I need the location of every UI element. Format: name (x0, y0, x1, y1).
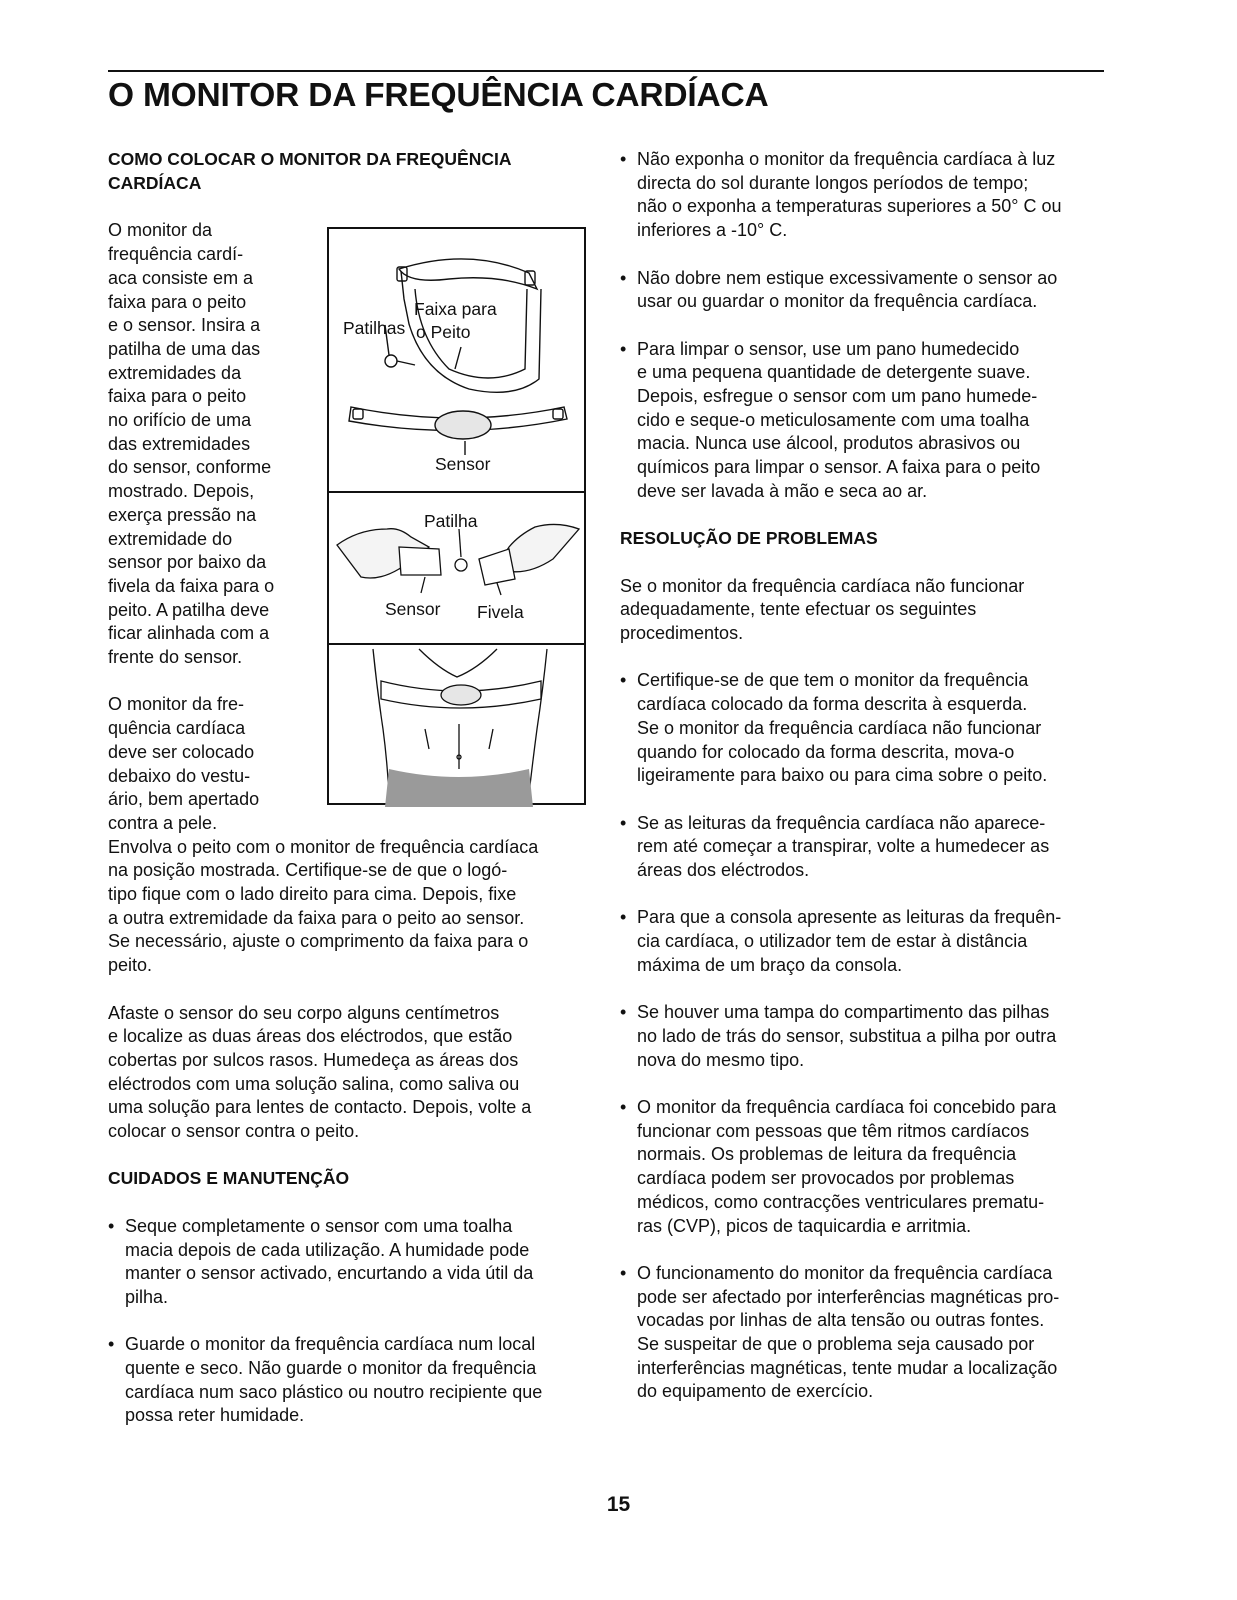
text-line: frequência cardí- (108, 244, 244, 265)
text-line: deve ser lavada à mão e seca ao ar. (637, 480, 928, 501)
page-number: 15 (606, 1493, 631, 1516)
label-patilha: Patilha (424, 511, 478, 531)
text-line: debaixo do vestu- (108, 765, 251, 786)
text-line: máxima de um braço da consola. (637, 954, 903, 975)
bullet-glyph: • (620, 1002, 627, 1023)
text-line: a outra extremidade da faixa para o peito ao sensor. (108, 907, 525, 928)
section-heading-placement: COMO COLOCAR O MONITOR DA FREQUÊNCIA CARDÍACA (108, 149, 512, 193)
text-line: directa do sol durante longos períodos de tempo; (637, 172, 1029, 193)
text-line: vocadas por linhas de alta tensão ou outras fontes. (637, 1310, 1045, 1331)
care-bullet-2 (108, 1333, 588, 1428)
text-line: contra a pele. (108, 812, 218, 833)
text-line: O monitor da frequência cardíaca foi concebido para (637, 1096, 1057, 1117)
text-line: ligeiramente para baixo ou para cima sobre o peito. (637, 765, 1048, 786)
text-line: macia depois de cada utilização. A humidade pode (125, 1239, 530, 1260)
text-line: O funcionamento do monitor da frequência cardíaca (637, 1262, 1053, 1283)
text-line: Certifique-se de que tem o monitor da frequência (637, 670, 1029, 691)
text-line: cardíaca num saco plástico ou noutro recipiente que (125, 1381, 543, 1402)
text-line: faixa para o peito (108, 291, 247, 312)
text-line: faixa para o peito (108, 386, 247, 407)
trouble-bullet-1 (620, 669, 1110, 788)
label-sensor-mid: Sensor (385, 599, 441, 619)
text-line: ras (CVP), picos de taquicardia e arritmia. (637, 1215, 972, 1236)
text-line: extremidades da (108, 362, 242, 383)
bullet-glyph: • (108, 1215, 115, 1236)
text-line: quando for colocado da forma descrita, mova-o (637, 741, 1015, 762)
text-line: Não exponha o monitor da frequência cardíaca à luz (637, 149, 1056, 169)
label-faixa-para-o-peito-1: Faixa para (414, 299, 497, 319)
text-line: adequadamente, tente efectuar os seguintes (620, 599, 977, 620)
text-line: Se necessário, ajuste o comprimento da faixa para o (108, 931, 529, 952)
bullet-glyph: • (620, 812, 627, 833)
torso-drawing (373, 649, 547, 807)
text-line: extremidade do (108, 528, 233, 549)
care-bullet-3 (620, 148, 1110, 243)
label-faixa-para-o-peito-2: o Peito (416, 322, 471, 342)
section-heading-care: CUIDADOS E MANUTENÇÃO (108, 1168, 350, 1189)
text-line: Guarde o monitor da frequência cardíaca num local (125, 1334, 536, 1355)
text-line: Depois, esfregue o sensor com um pano humede- (637, 386, 1038, 406)
text-line: Afaste o sensor do seu corpo alguns centímetros (108, 1002, 500, 1023)
text-line: pode ser afectado por interferências magnéticas pro- (637, 1286, 1060, 1307)
right-column (620, 148, 1110, 1404)
sensor-drawing (349, 407, 567, 455)
text-line: no orifício de uma (108, 410, 252, 431)
text-line: não o exponha a temperaturas superiores a 50° C ou (637, 196, 1062, 217)
bullet-glyph: • (108, 1334, 115, 1355)
text-line: áreas dos eléctrodos. (637, 860, 810, 880)
text-line: inferiores a -10° C. (637, 220, 788, 241)
text-line: procedimentos. (620, 623, 744, 643)
text-line: peito. A patilha deve (108, 599, 270, 620)
text-line: no lado de trás do sensor, substitua a pilha por outra (637, 1025, 1057, 1046)
text-line: patilha de uma das (108, 338, 261, 359)
text-line: usar ou guardar o monitor da frequência cardíaca. (637, 291, 1038, 312)
text-line: cobertas por sulcos rasos. Humedeça as áreas dos (108, 1049, 519, 1070)
text-line: fivela da faixa para o (108, 575, 275, 596)
text-line: mostrado. Depois, (108, 481, 255, 502)
text-line: exerça pressão na (108, 504, 257, 525)
label-fivela: Fivela (477, 602, 524, 622)
text-line: e uma pequena quantidade de detergente suave. (637, 362, 1031, 383)
text-line: possa reter humidade. (125, 1405, 305, 1426)
trouble-bullet-2 (620, 812, 1110, 883)
text-line: e o sensor. Insira a (108, 315, 261, 336)
text-line: Se as leituras da frequência cardíaca não aparece- (637, 812, 1046, 833)
text-line: Se suspeitar de que o problema seja causado por (637, 1334, 1035, 1354)
hands-attaching-strap-drawing (337, 524, 579, 595)
text-line: do equipamento de exercício. (637, 1381, 874, 1402)
trouble-bullet-5 (620, 1096, 1110, 1238)
care-bullet-5 (620, 338, 1110, 504)
text-line: O monitor da fre- (108, 694, 245, 715)
text-line: Envolva o peito com o monitor de frequência cardíaca (108, 836, 539, 857)
text-line: colocar o sensor contra o peito. (108, 1121, 360, 1142)
label-sensor-top: Sensor (435, 454, 491, 474)
text-line: na posição mostrada. Certifique-se de que o logó- (108, 860, 508, 881)
text-line: médicos, como contracções ventriculares prematu- (637, 1191, 1045, 1212)
text-line: das extremidades (108, 433, 251, 454)
text-line: químicos para limpar o sensor. A faixa para o peito (637, 457, 1041, 478)
bullet-glyph: • (620, 1262, 627, 1283)
text-line: manter o sensor activado, encurtando a vida útil da (125, 1263, 534, 1284)
text-line: deve ser colocado (108, 741, 255, 762)
trouble-bullet-3 (620, 906, 1110, 977)
bullet-glyph: • (620, 1096, 627, 1117)
text-line: Seque completamente o sensor com uma toalha (125, 1215, 513, 1236)
placement-paragraph-4 (108, 1002, 588, 1144)
text-line: O monitor da (108, 220, 213, 241)
heart-rate-monitor-figure (327, 227, 586, 805)
text-line: tipo fique com o lado direito para cima. Depois, fixe (108, 884, 517, 905)
text-line: normais. Os problemas de leitura da frequência (637, 1144, 1017, 1165)
text-line: peito. (108, 955, 153, 976)
text-line: quente e seco. Não guarde o monitor da frequência (125, 1358, 537, 1379)
section-heading-troubleshooting: RESOLUÇÃO DE PROBLEMAS (620, 528, 878, 549)
bullet-glyph: • (620, 907, 627, 928)
text-line: sensor por baixo da (108, 552, 267, 573)
text-line: funcionar com pessoas que têm ritmos cardíacos (637, 1120, 1030, 1141)
trouble-bullet-4 (620, 1001, 1110, 1072)
bullet-glyph: • (620, 267, 627, 288)
text-line: uma solução para lentes de contacto. Depois, volte a (108, 1097, 532, 1118)
trouble-bullet-6 (620, 1262, 1110, 1404)
page-title: O MONITOR DA FREQUÊNCIA CARDÍACA (108, 77, 769, 114)
placement-paragraph-3 (108, 836, 588, 978)
care-bullet-1 (108, 1215, 588, 1310)
text-line: cardíaca colocado da forma descrita à esquerda. (637, 694, 1028, 715)
bullet-glyph: • (620, 149, 627, 169)
text-line: quência cardíaca (108, 718, 246, 739)
text-line: Para que a consola apresente as leituras da frequên- (637, 907, 1062, 928)
text-line: Para limpar o sensor, use um pano humedecido (637, 338, 1020, 359)
troubleshooting-intro (620, 575, 1110, 646)
text-line: interferências magnéticas, tente mudar a localização (637, 1357, 1058, 1378)
text-line: rem até começar a transpirar, volte a humedecer as (637, 836, 1050, 857)
bullet-glyph: • (620, 338, 627, 359)
care-bullet-4 (620, 267, 1110, 314)
bullet-glyph: • (620, 670, 627, 691)
text-line: ário, bem apertado (108, 789, 260, 810)
text-line: aca consiste em a (108, 267, 254, 288)
text-line: frente do sensor. (108, 647, 243, 668)
text-line: cardíaca podem ser provocados por problemas (637, 1168, 1015, 1189)
title-rule (108, 70, 1104, 72)
text-line: do sensor, conforme (108, 457, 272, 478)
text-line: nova do mesmo tipo. (637, 1049, 805, 1070)
text-line: Se o monitor da frequência cardíaca não funcionar (637, 717, 1042, 738)
text-line: Se o monitor da frequência cardíaca não funcionar (620, 575, 1025, 596)
text-line: ficar alinhada com a (108, 623, 270, 644)
text-line: macia. Nunca use álcool, produtos abrasivos ou (637, 433, 1021, 454)
text-line: cido e seque-o meticulosamente com uma toalha (637, 409, 1030, 430)
text-line: Se houver uma tampa do compartimento das pilhas (637, 1002, 1050, 1023)
text-line: e localize as duas áreas dos eléctrodos, que estão (108, 1026, 513, 1047)
label-patilhas: Patilhas (343, 318, 406, 338)
text-line: eléctrodos com uma solução salina, como saliva ou (108, 1073, 520, 1094)
text-line: pilha. (125, 1286, 169, 1307)
text-line: cia cardíaca, o utilizador tem de estar à distância (637, 931, 1028, 952)
text-line: Não dobre nem estique excessivamente o sensor ao (637, 267, 1058, 288)
